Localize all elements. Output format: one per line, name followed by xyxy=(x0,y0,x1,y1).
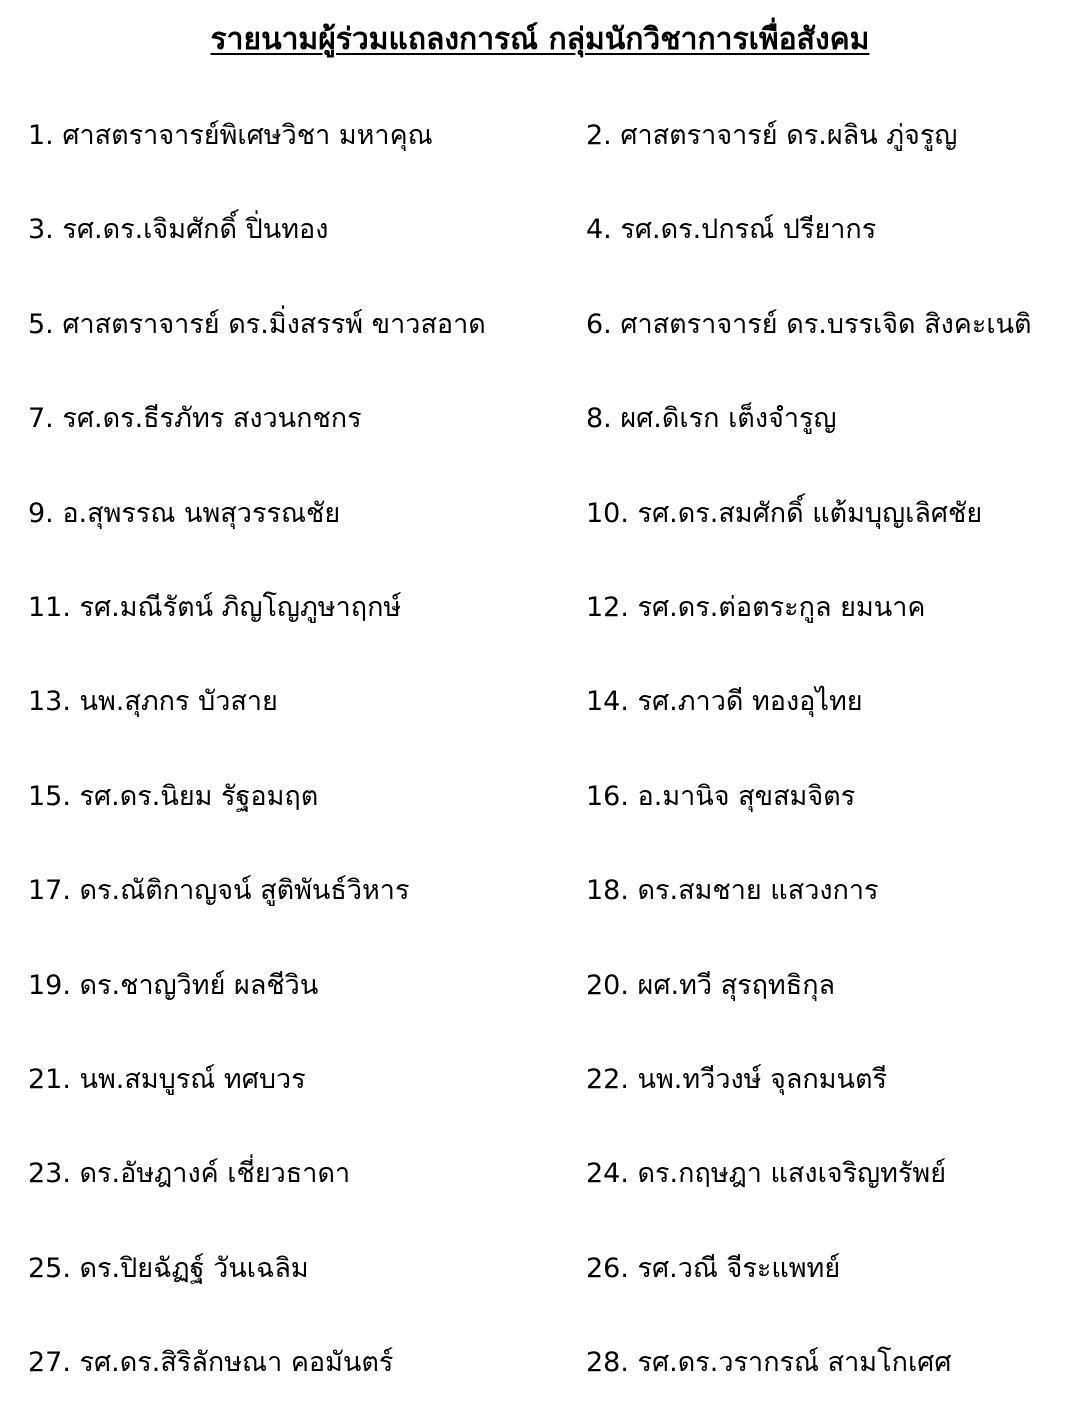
list-row xyxy=(0,1321,1080,1415)
list-row xyxy=(0,566,1080,660)
list-item: 11. รศ.มณีรัตน์ ภิญโญภูษาฤกษ์ xyxy=(28,591,402,623)
list-row xyxy=(0,1227,1080,1321)
signatory-list xyxy=(0,94,1080,1415)
list-row xyxy=(0,283,1080,377)
list-item: 26. รศ.วณี จีระแพทย์ xyxy=(586,1252,841,1284)
list-item: 24. ดร.กฤษฎา แสงเจริญทรัพย์ xyxy=(586,1158,947,1190)
list-item: 19. ดร.ชาญวิทย์ ผลชีวิน xyxy=(28,969,319,1001)
list-row xyxy=(0,755,1080,849)
list-row xyxy=(0,1132,1080,1226)
list-item: 3. รศ.ดร.เจิมศักดิ์ ปิ่นทอง xyxy=(28,214,329,246)
list-item: 20. ผศ.ทวี สุรฤทธิกุล xyxy=(586,969,836,1001)
list-item: 25. ดร.ปิยฉัฏฐ์ วันเฉลิม xyxy=(28,1252,309,1284)
list-row xyxy=(0,472,1080,566)
list-item: 21. นพ.สมบูรณ์ ทศบวร xyxy=(28,1063,306,1095)
list-item: 17. ดร.ณัติกาญจน์ สูติพันธ์วิหาร xyxy=(28,875,410,907)
list-row xyxy=(0,849,1080,943)
list-item: 16. อ.มานิจ สุขสมจิตร xyxy=(586,780,856,812)
list-row xyxy=(0,660,1080,754)
list-item: 23. ดร.อัษฎางค์ เชี่ยวธาดา xyxy=(28,1158,351,1190)
list-item: 12. รศ.ดร.ต่อตระกูล ยมนาค xyxy=(586,591,926,623)
list-item: 9. อ.สุพรรณ นพสุวรรณชัย xyxy=(28,497,341,529)
list-row xyxy=(0,944,1080,1038)
list-item: 28. รศ.ดร.วรากรณ์ สามโกเศศ xyxy=(586,1347,952,1379)
list-item: 7. รศ.ดร.ธีรภัทร สงวนกชกร xyxy=(28,403,362,435)
list-item: 18. ดร.สมชาย แสวงการ xyxy=(586,875,879,907)
page-title: รายนามผู้ร่วมแถลงการณ์ กลุ่มนักวิชาการเพื่อสังคม xyxy=(210,22,870,57)
list-row xyxy=(0,377,1080,471)
list-row xyxy=(0,94,1080,188)
list-row xyxy=(0,1038,1080,1132)
list-item: 5. ศาสตราจารย์ ดร.มิ่งสรรพ์ ขาวสอาด xyxy=(28,308,486,340)
list-row xyxy=(0,188,1080,282)
list-item: 10. รศ.ดร.สมศักดิ์ แต้มบุญเลิศชัย xyxy=(586,497,983,529)
list-item: 15. รศ.ดร.นิยม รัฐอมฤต xyxy=(28,780,319,812)
list-item: 2. ศาสตราจารย์ ดร.ผลิน ภู่จรูญ xyxy=(586,120,958,151)
list-item: 6. ศาสตราจารย์ ดร.บรรเจิด สิงคะเนติ xyxy=(586,308,1032,340)
list-item: 1. ศาสตราจารย์พิเศษวิชา มหาคุณ xyxy=(28,120,433,151)
list-item: 13. นพ.สุภกร บัวสาย xyxy=(28,686,278,718)
list-item: 27. รศ.ดร.สิริลักษณา คอมันตร์ xyxy=(28,1347,394,1379)
list-item: 14. รศ.ภาวดี ทองอุไทย xyxy=(586,686,863,718)
list-item: 8. ผศ.ดิเรก เต็งจำรูญ xyxy=(586,403,837,435)
list-item: 4. รศ.ดร.ปกรณ์ ปรียากร xyxy=(586,214,877,246)
list-item: 22. นพ.ทวีวงษ์ จุลกมนตรี xyxy=(586,1063,888,1095)
